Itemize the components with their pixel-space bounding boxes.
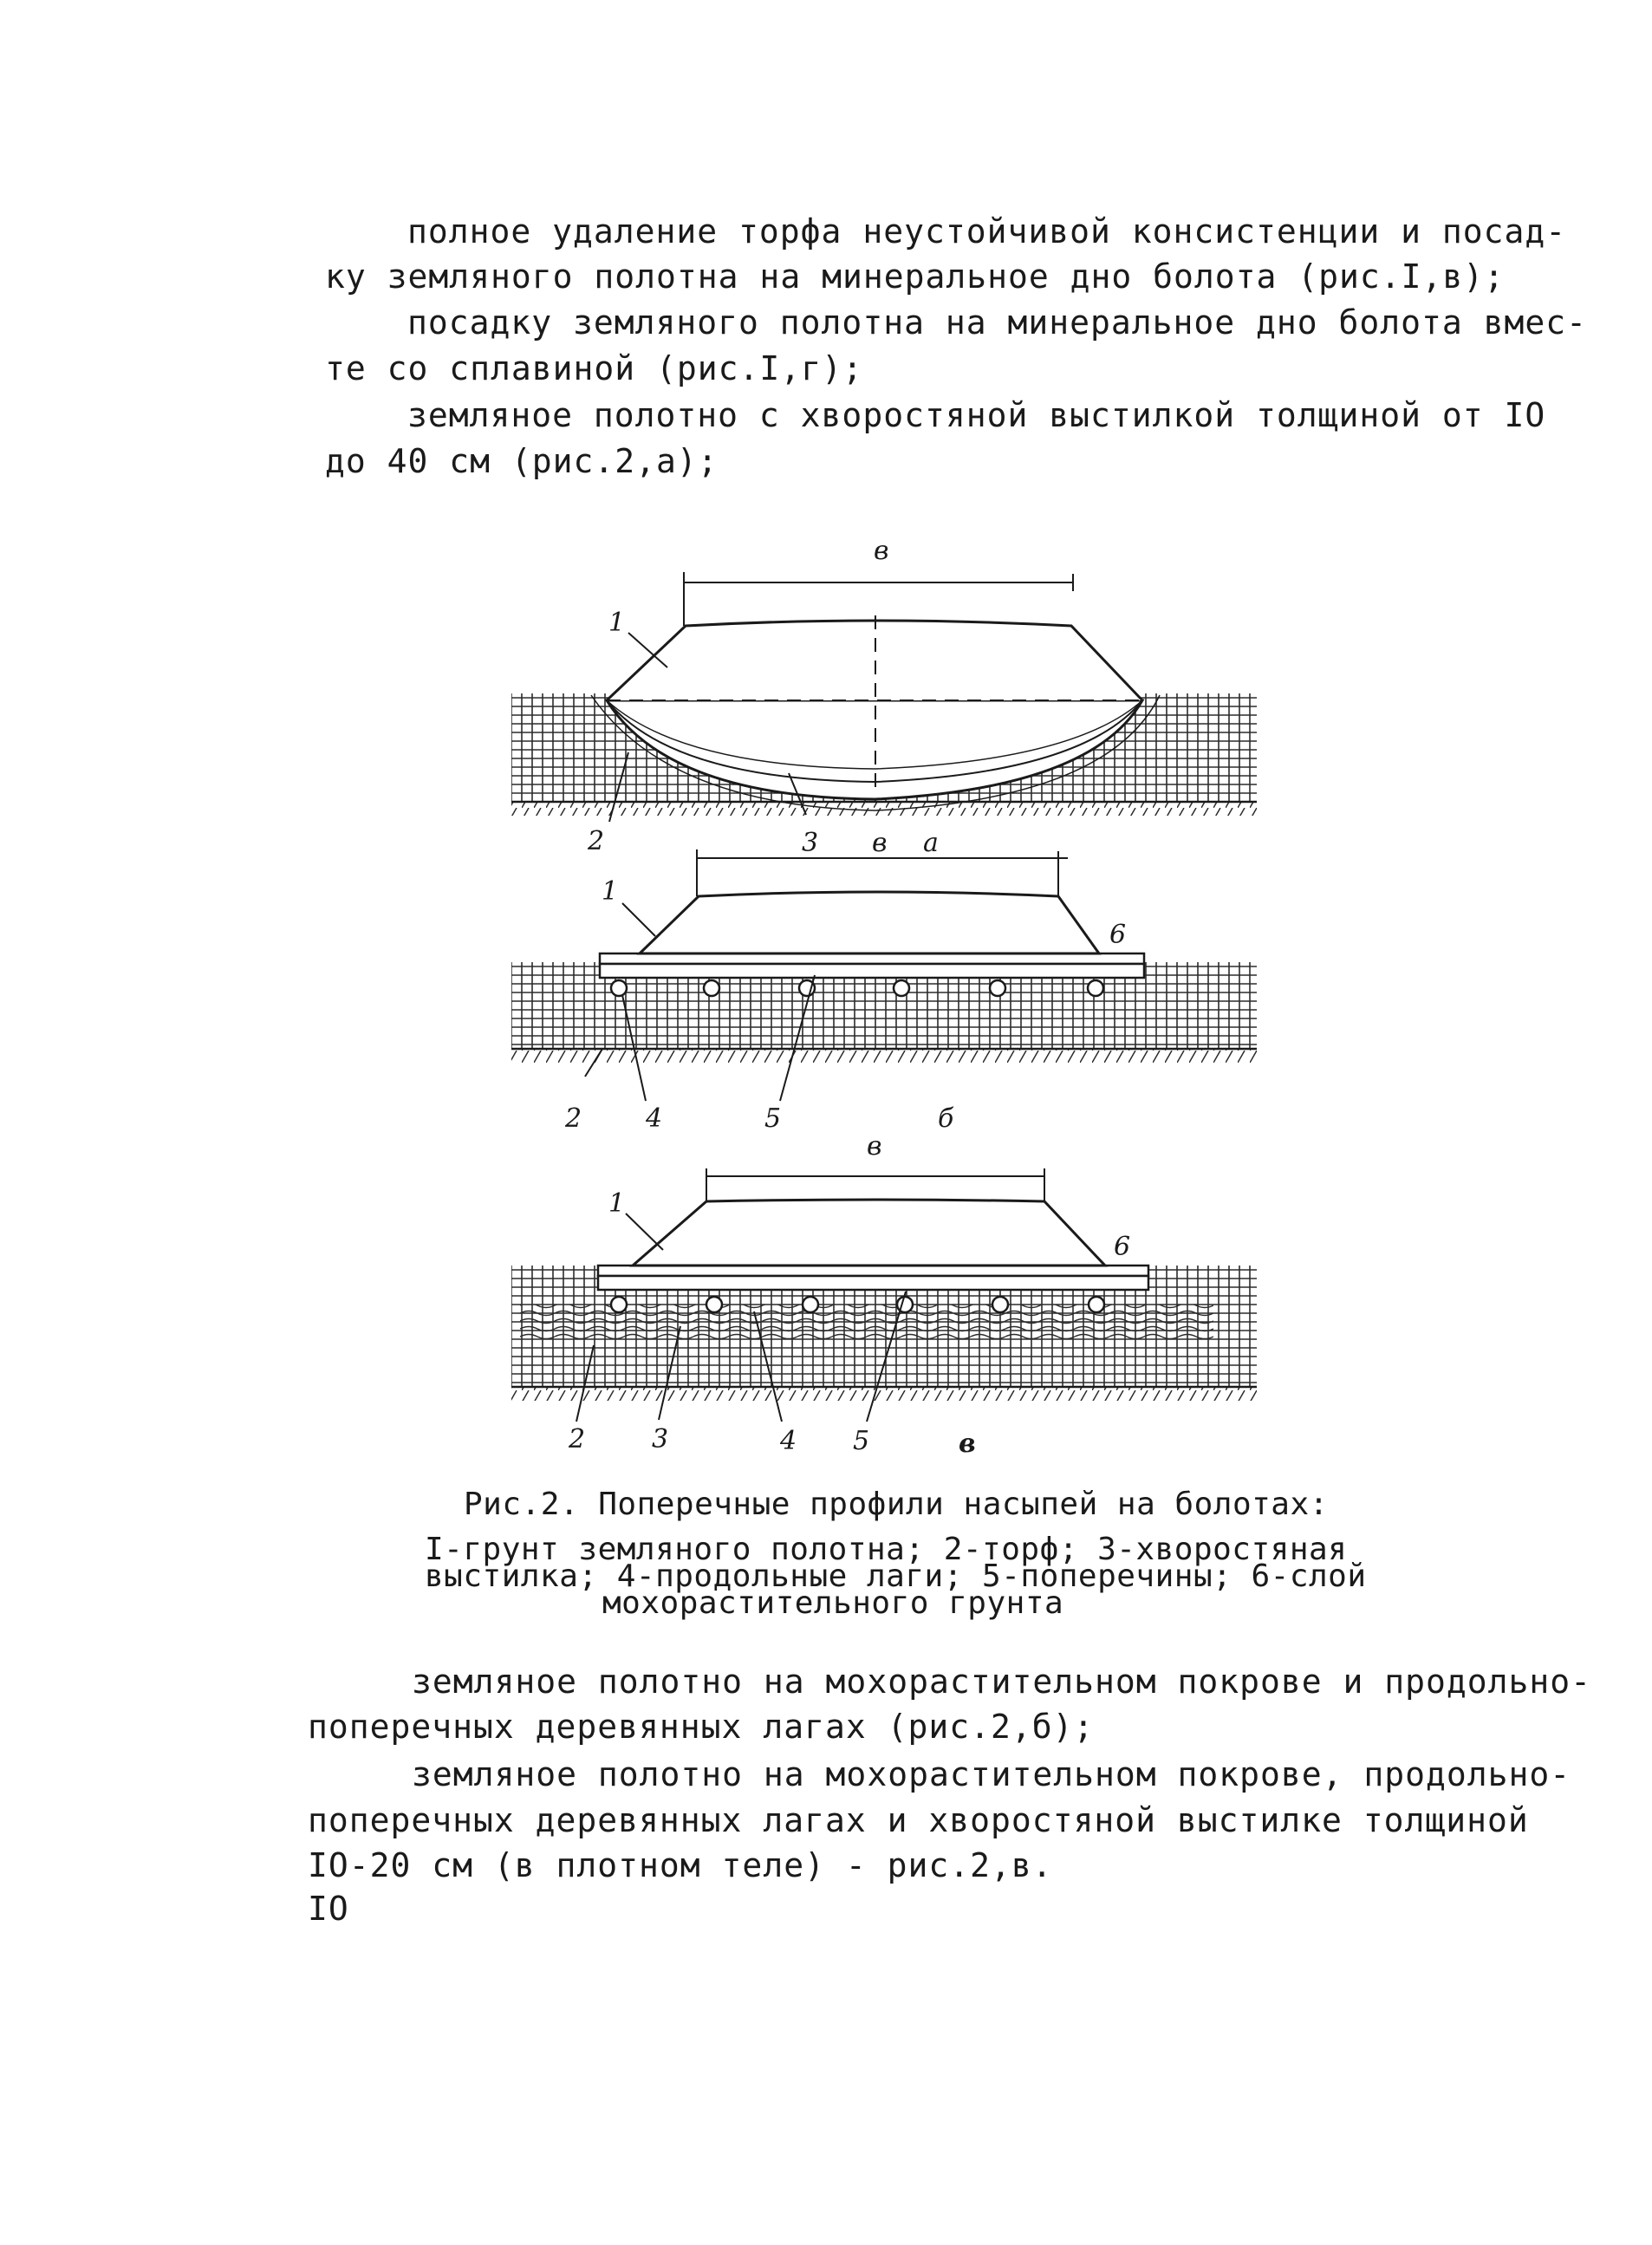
sublabel-a: а [923,828,939,858]
text-line-3: посадку земляного полотна на минеральное дно болота вмес- [407,303,1588,342]
label-4-b: 4 [646,1103,663,1134]
text-line-10: поперечных деревянных лагах и хворостяной выстилке толщиной [308,1801,1529,1839]
text-line-9: земляное полотно на мохорастительном покрове, продольно- [412,1755,1571,1793]
text-line-6: до 40 см (рис.2,а); [325,442,719,480]
moss-layer-top [600,953,1144,964]
embankment-v [633,1200,1105,1266]
text-line-1: полное удаление торфа неустойчивой консистенции и посад- [407,212,1567,251]
cross-beams [600,964,1144,978]
text-line-4: те со сплавиной (рис.I,г); [325,349,863,387]
page-number: IO [308,1890,349,1928]
label-6-v: 6 [1114,1232,1131,1262]
figure-caption-line-1: I-грунт земляного полотна; 2-торф; 3-хворостяная [425,1532,1348,1567]
label-1-v: 1 [608,1188,626,1219]
mineral-ground [511,1049,1257,1063]
label-2-a: 2 [588,826,605,856]
label-5-b: 5 [764,1103,782,1134]
text-line-8: поперечных деревянных лагах (рис.2,б); [308,1708,1095,1746]
mineral-ground [511,802,1257,816]
text-line-7: земляное полотно на мохорастительном покрове и продольно- [412,1663,1592,1701]
label-1-a: 1 [608,608,626,638]
sublabel-b: б [938,1103,954,1134]
label-2-b: 2 [565,1103,582,1134]
label-2-v: 2 [569,1424,586,1454]
cross-beams [598,1276,1148,1290]
figure-caption-line-2: выстилка; 4-продольные лаги; 5-поперечины; 6-слой [425,1558,1367,1594]
profile-v [511,1131,1257,1456]
text-line-11: IO-20 см (в плотном теле) - рис.2,в. [308,1846,1053,1884]
label-4-v: 4 [780,1426,797,1456]
embankment-b [640,892,1099,953]
label-1-b: 1 [602,876,619,907]
mineral-ground [511,1387,1257,1401]
profile-b [511,828,1257,1134]
label-3-v: 3 [652,1424,669,1454]
label-6-b: 6 [1109,920,1127,950]
moss-layer-top [598,1266,1148,1276]
text-line-5: земляное полотно с хворостяной выстилкой толщиной от IO [407,396,1546,434]
figure-caption-line-3: мохорастительного грунта [602,1585,1064,1621]
embankment-profiles-figure [485,529,1265,1456]
sublabel-v: в [959,1428,976,1456]
width-label-v: в [867,1131,882,1162]
width-label-a: в [874,536,889,566]
figure-caption-title: Рис.2. Поперечные профили насыпей на болотах: [464,1487,1329,1522]
width-label-b: в [872,828,888,858]
label-5-v: 5 [853,1426,870,1456]
profile-a [511,536,1257,858]
text-line-2: ку земляного полотна на минеральное дно болота (рис.I,в); [325,257,1506,296]
label-3-a: 3 [802,828,819,858]
